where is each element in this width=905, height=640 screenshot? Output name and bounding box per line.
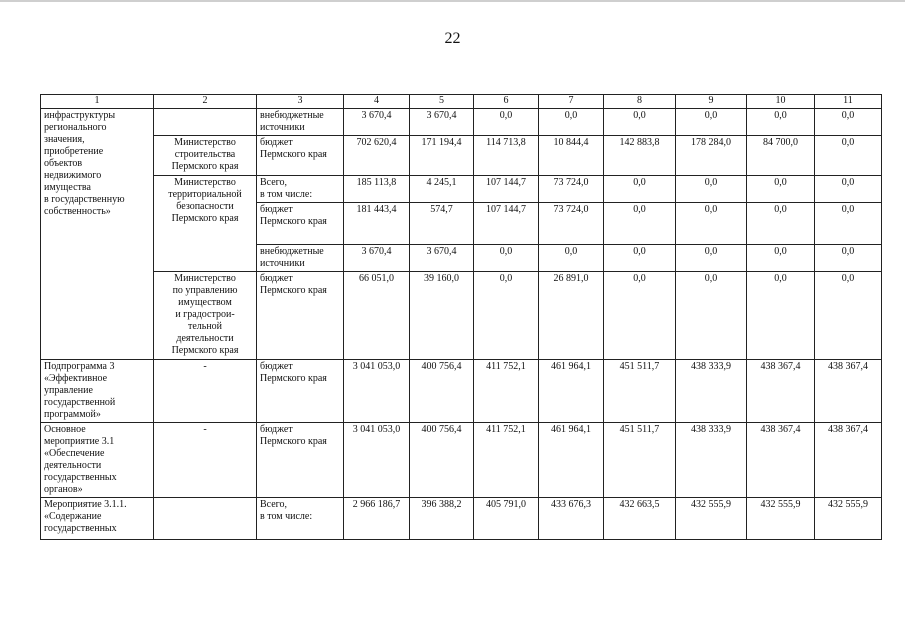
cell-line: Подпрограмма 3 xyxy=(44,361,115,372)
value-cell: 451 511,7 xyxy=(604,360,676,423)
value-cell: 0,0 xyxy=(815,272,882,360)
cell-line: мероприятие 3.1 xyxy=(44,436,115,447)
value-cell: 405 791,0 xyxy=(474,498,539,540)
value-cell: 185 113,8 xyxy=(344,176,410,203)
value-cell: 0,0 xyxy=(604,272,676,360)
table-row xyxy=(41,498,882,540)
cell-line: безопасности xyxy=(176,201,234,212)
cell-line: по управлению xyxy=(172,285,238,296)
cell-line: бюджет xyxy=(260,361,293,372)
cell-line: Пермского края xyxy=(260,285,327,296)
executor-cell xyxy=(154,109,257,136)
page-number: 22 xyxy=(444,30,461,47)
value-cell: 0,0 xyxy=(815,136,882,176)
funding-source-cell xyxy=(257,203,344,245)
cell-line: «Содержание xyxy=(44,511,102,522)
cell-line: государственных xyxy=(44,472,117,483)
budget-table xyxy=(40,94,882,540)
value-cell: 3 041 053,0 xyxy=(344,423,410,498)
value-cell: 3 041 053,0 xyxy=(344,360,410,423)
value-cell: 39 160,0 xyxy=(410,272,474,360)
cell-line: Пермского края xyxy=(260,149,327,160)
value-cell: 107 144,7 xyxy=(474,176,539,203)
value-cell: 3 670,4 xyxy=(344,109,410,136)
table-row xyxy=(41,423,882,498)
cell-line: Пермского края xyxy=(260,436,327,447)
program-name-cell xyxy=(41,498,154,540)
cell-line: источники xyxy=(260,258,305,269)
cell-line: и градострои- xyxy=(175,309,235,320)
value-cell: 0,0 xyxy=(676,176,747,203)
column-header: 6 xyxy=(474,95,539,109)
cell-line: «Эффективное xyxy=(44,373,108,384)
cell-line: государственной xyxy=(44,397,116,408)
executor-cell xyxy=(154,498,257,540)
value-cell: 0,0 xyxy=(474,109,539,136)
cell-line: Всего, xyxy=(260,499,288,510)
cell-line: Пермского края xyxy=(171,213,239,224)
table-row xyxy=(41,136,882,176)
cell-line: тельной xyxy=(187,321,223,332)
column-header: 2 xyxy=(154,95,257,109)
cell-line: имуществом xyxy=(178,297,232,308)
table-row xyxy=(41,272,882,360)
table-row xyxy=(41,109,882,136)
cell-line: в государственную xyxy=(44,194,125,205)
cell-line: Пермского края xyxy=(171,345,239,356)
value-cell: 0,0 xyxy=(604,176,676,203)
value-cell: 0,0 xyxy=(815,245,882,272)
funding-source-cell xyxy=(257,498,344,540)
cell-line: Основное xyxy=(44,424,86,435)
cell-line: объектов xyxy=(44,158,83,169)
cell-line: Мероприятие 3.1.1. xyxy=(44,499,127,510)
value-cell: 0,0 xyxy=(747,203,815,245)
cell-line: бюджет xyxy=(260,137,293,148)
value-cell: 438 333,9 xyxy=(676,360,747,423)
value-cell: 26 891,0 xyxy=(539,272,604,360)
cell-line: инфраструктуры xyxy=(44,110,116,121)
value-cell: 0,0 xyxy=(539,109,604,136)
cell-line: деятельности xyxy=(176,333,234,344)
value-cell: 451 511,7 xyxy=(604,423,676,498)
value-cell: 0,0 xyxy=(676,272,747,360)
value-cell: 142 883,8 xyxy=(604,136,676,176)
value-cell: 0,0 xyxy=(676,245,747,272)
value-cell: 3 670,4 xyxy=(410,109,474,136)
cell-line: управление xyxy=(44,385,93,396)
value-cell: 0,0 xyxy=(747,176,815,203)
value-cell: 702 620,4 xyxy=(344,136,410,176)
cell-line: значения, xyxy=(44,134,85,145)
funding-source-cell xyxy=(257,136,344,176)
value-cell: 0,0 xyxy=(747,245,815,272)
column-header: 4 xyxy=(344,95,410,109)
value-cell: 574,7 xyxy=(410,203,474,245)
column-header: 11 xyxy=(815,95,882,109)
program-name-cell xyxy=(41,360,154,423)
funding-source-cell xyxy=(257,245,344,272)
value-cell: 0,0 xyxy=(604,245,676,272)
cell-line: бюджет xyxy=(260,273,293,284)
value-cell: 3 670,4 xyxy=(410,245,474,272)
value-cell: 73 724,0 xyxy=(539,176,604,203)
column-header: 5 xyxy=(410,95,474,109)
cell-line: государственных xyxy=(44,523,117,534)
value-cell: 0,0 xyxy=(474,245,539,272)
value-cell: 73 724,0 xyxy=(539,203,604,245)
table-header-row xyxy=(41,95,882,109)
cell-line: Министерство xyxy=(174,177,236,188)
value-cell: 396 388,2 xyxy=(410,498,474,540)
cell-line: «Обеспечение xyxy=(44,448,105,459)
cell-line: деятельности xyxy=(44,460,102,471)
value-cell: 400 756,4 xyxy=(410,423,474,498)
cell-line: Министерство xyxy=(174,137,236,148)
value-cell: 433 676,3 xyxy=(539,498,604,540)
column-header: 10 xyxy=(747,95,815,109)
value-cell: 432 663,5 xyxy=(604,498,676,540)
value-cell: 461 964,1 xyxy=(539,360,604,423)
cell-line: Всего, xyxy=(260,177,288,188)
column-header: 1 xyxy=(41,95,154,109)
value-cell: 0,0 xyxy=(815,109,882,136)
value-cell: 461 964,1 xyxy=(539,423,604,498)
value-cell: 107 144,7 xyxy=(474,203,539,245)
value-cell: 432 555,9 xyxy=(815,498,882,540)
value-cell: 0,0 xyxy=(747,109,815,136)
value-cell: 0,0 xyxy=(604,109,676,136)
funding-source-cell xyxy=(257,176,344,203)
table-row xyxy=(41,176,882,203)
cell-line: бюджет xyxy=(260,204,293,215)
value-cell: 0,0 xyxy=(676,109,747,136)
value-cell: 10 844,4 xyxy=(539,136,604,176)
cell-line: органов» xyxy=(44,484,83,495)
cell-line: Пермского края xyxy=(171,161,239,172)
value-cell: 0,0 xyxy=(676,203,747,245)
cell-line: в том числе: xyxy=(260,189,313,200)
cell-line: недвижимого xyxy=(44,170,102,181)
column-header: 9 xyxy=(676,95,747,109)
program-name-cell xyxy=(41,109,154,360)
value-cell: 438 367,4 xyxy=(747,423,815,498)
cell-line: территориальной xyxy=(168,189,242,200)
executor-cell xyxy=(154,176,257,272)
value-cell: 411 752,1 xyxy=(474,360,539,423)
value-cell: 178 284,0 xyxy=(676,136,747,176)
executor-cell: - xyxy=(154,360,257,423)
value-cell: 0,0 xyxy=(815,203,882,245)
funding-source-cell xyxy=(257,109,344,136)
value-cell: 3 670,4 xyxy=(344,245,410,272)
funding-source-cell xyxy=(257,360,344,423)
executor-cell xyxy=(154,272,257,360)
cell-line: внебюджетные xyxy=(260,246,324,257)
executor-cell xyxy=(154,136,257,176)
funding-source-cell xyxy=(257,423,344,498)
cell-line: бюджет xyxy=(260,424,293,435)
cell-line: программой» xyxy=(44,409,101,420)
value-cell: 4 245,1 xyxy=(410,176,474,203)
column-header: 7 xyxy=(539,95,604,109)
value-cell: 114 713,8 xyxy=(474,136,539,176)
value-cell: 432 555,9 xyxy=(676,498,747,540)
column-header: 8 xyxy=(604,95,676,109)
value-cell: 181 443,4 xyxy=(344,203,410,245)
program-name-cell xyxy=(41,423,154,498)
value-cell: 84 700,0 xyxy=(747,136,815,176)
value-cell: 411 752,1 xyxy=(474,423,539,498)
cell-line: регионального xyxy=(44,122,107,133)
cell-line: Пермского края xyxy=(260,216,327,227)
value-cell: 0,0 xyxy=(604,203,676,245)
value-cell: 0,0 xyxy=(474,272,539,360)
value-cell: 438 367,4 xyxy=(815,423,882,498)
cell-line: в том числе: xyxy=(260,511,313,522)
value-cell: 432 555,9 xyxy=(747,498,815,540)
value-cell: 0,0 xyxy=(815,176,882,203)
value-cell: 0,0 xyxy=(539,245,604,272)
table-row xyxy=(41,360,882,423)
page-top-line xyxy=(0,0,905,2)
column-header: 3 xyxy=(257,95,344,109)
funding-source-cell xyxy=(257,272,344,360)
value-cell: 400 756,4 xyxy=(410,360,474,423)
cell-line: Министерство xyxy=(174,273,236,284)
value-cell: 2 966 186,7 xyxy=(344,498,410,540)
cell-line: имущества xyxy=(44,182,91,193)
value-cell: 438 367,4 xyxy=(815,360,882,423)
value-cell: 66 051,0 xyxy=(344,272,410,360)
cell-line: строительства xyxy=(174,149,236,160)
value-cell: 171 194,4 xyxy=(410,136,474,176)
value-cell: 438 333,9 xyxy=(676,423,747,498)
value-cell: 0,0 xyxy=(747,272,815,360)
cell-line: источники xyxy=(260,122,305,133)
cell-line: Пермского края xyxy=(260,373,327,384)
cell-line: собственность» xyxy=(44,206,111,217)
executor-cell: - xyxy=(154,423,257,498)
cell-line: внебюджетные xyxy=(260,110,324,121)
cell-line: приобретение xyxy=(44,146,104,157)
value-cell: 438 367,4 xyxy=(747,360,815,423)
